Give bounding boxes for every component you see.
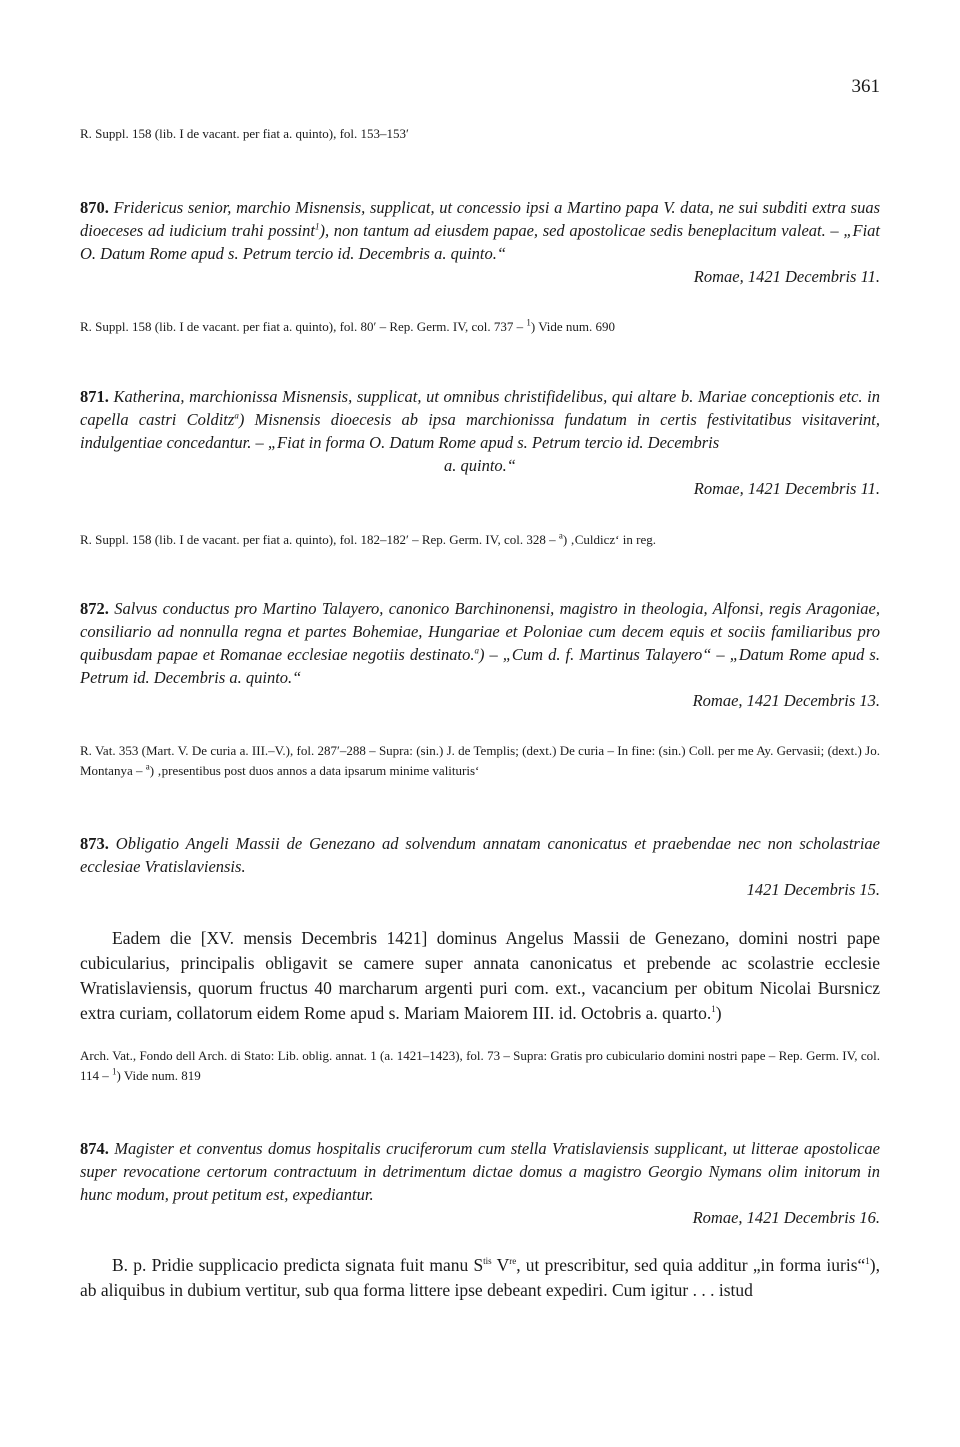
footnote-text: Arch. Vat., Fondo dell Arch. di Stato: Lib. oblig. annat. 1 (a. 1421–1423), fol. 73 – Supra: Gratis pro cubiculario domini nostri pape – Rep. Germ. IV, col. 114 – $^1$) Vide num. 819 [80, 1048, 880, 1083]
document-text-873 [80, 926, 880, 1026]
entry-871 [80, 385, 880, 500]
body-text: B. p. Pridie supplicacio predicta signata fuit manu $S^{tis}$ Vre, ut prescribitur, sed quia additur „in forma iuris“$^1$), ab aliquibus in dubium vertitur, sub qua forma littere ipse debeant expediri. Cum igitur . . . istud [80, 1255, 880, 1300]
entry-870 [80, 196, 880, 288]
entry-874 [80, 1137, 880, 1229]
entry-number: 872. [80, 599, 109, 618]
footnote-text: R. Suppl. 158 (lib. I de vacant. per fiat a. quinto), fol. 182–182′ – Rep. Germ. IV, col. 328 – $^a$) ‚Culdicz‘ in reg. [80, 530, 656, 547]
entry-number: 871. [80, 387, 109, 406]
footnote-873 [80, 1046, 880, 1086]
regest-text: 871. Katherina, marchionissa Misnensis, supplicat, ut omnibus christifidelibus, qui altare b. Mariae conceptionis etc. in capella castri Colditz$^a$) Misnensis dioecesis ab ipsa marchionissa fundatum in certis festivitatibus visitaverint, indulgentiae concedantur. – „Fiat in forma O. Datum Rome apud s. Petrum tercio id. Decembris a. quinto.“ [80, 387, 880, 475]
entry-date: Romae, 1421 Decembris 13. [692, 691, 880, 710]
entry-number: 873. [80, 834, 109, 853]
entry-872 [80, 597, 880, 712]
page-number: 361 [851, 76, 880, 97]
entry-number: 870. [80, 198, 109, 217]
regest-text: 874. Magister et conventus domus hospitalis cruciferorum cum stella Vratislaviensis supplicant, ut litterae apostolicae super revocatione certorum contractuum in detrimentum dictae domus a magistro Georgio Nymans olim initorum in hunc modum, prout petitum est, expediantur. [80, 1139, 880, 1204]
footnote-872 [80, 741, 880, 781]
document-text-874 [80, 1253, 880, 1303]
body-text: Eadem die [XV. mensis Decembris 1421] dominus Angelus Massii de Genezano, domini nostri pape cubicularius, principalis obligavit se camere super annata canonicatus et prebende ac scolastrie ecclesie Wratislaviensis, quorum fructus 40 marcharum argenti puri com. ext., vacancium per obitum Nicolai Bursnicz extra curiam, collatorum eidem Rome apud s. Mariam Maiorem III. id. Octobris a. quarto.$^1$) [80, 928, 880, 1023]
entry-number: 874. [80, 1139, 109, 1158]
footnote-text: R. Vat. 353 (Mart. V. De curia a. III.–V.), fol. 287′–288 – Supra: (sin.) J. de Templis; (dext.) De curia – In fine: (sin.) Coll. per me Ay. Gervasii; (dext.) Jo. Montanya – $^a$) ‚presentibus post duos annos a data ipsarum minime valituris‘ [80, 743, 880, 778]
entry-date: Romae, 1421 Decembris 11. [693, 267, 880, 286]
reference-text: R. Suppl. 158 (lib. I de vacant. per fiat a. quinto), fol. 153–153′ [80, 126, 409, 141]
regest-text: 870. Fridericus senior, marchio Misnensis, supplicat, ut concessio ipsi a Martino papa V. data, ne sui subditi extra suas dioeceses ad iudicium trahi possint$^1$), non tantum ad eiusdem papae, sed apostolicae sedis beneplacitum valeat. – „Fiat O. Datum Rome apud s. Petrum tercio id. Decembris a. quinto.“ [80, 198, 880, 263]
regest-text: 873. Obligatio Angeli Massii de Genezano ad solvendum annatam canonicatus et praebendae nec non scholastriae ecclesiae Vratislaviensis. [80, 834, 880, 876]
footnote-text: R. Suppl. 158 (lib. I de vacant. per fiat a. quinto), fol. 80′ – Rep. Germ. IV, col. 737 – $^1$) Vide num. 690 [80, 317, 616, 334]
regest-text: 872. Salvus conductus pro Martino Talayero, canonico Barchinonensi, magistro in theologia, Alfonsi, regis Aragoniae, consiliario ad nonnulla regna et partes Bohemiae, Hungariae et Poloniae cum decem equis et sociis familiaribus pro quibusdam papae et Romanae ecclesiae negotiis destinato.$^a$) – „Cum d. f. Martinus Talayero“ – „Datum Rome apud s. Petrum id. Decembris a. quinto.“ [80, 599, 881, 687]
entry-date: 1421 Decembris 15. [746, 880, 880, 899]
entry-873 [80, 832, 880, 901]
entry-date: Romae, 1421 Decembris 11. [693, 479, 880, 498]
footnote-871 [80, 530, 880, 550]
entry-date: Romae, 1421 Decembris 16. [692, 1208, 880, 1227]
footnote-870 [80, 317, 880, 337]
reference-note [80, 124, 880, 144]
